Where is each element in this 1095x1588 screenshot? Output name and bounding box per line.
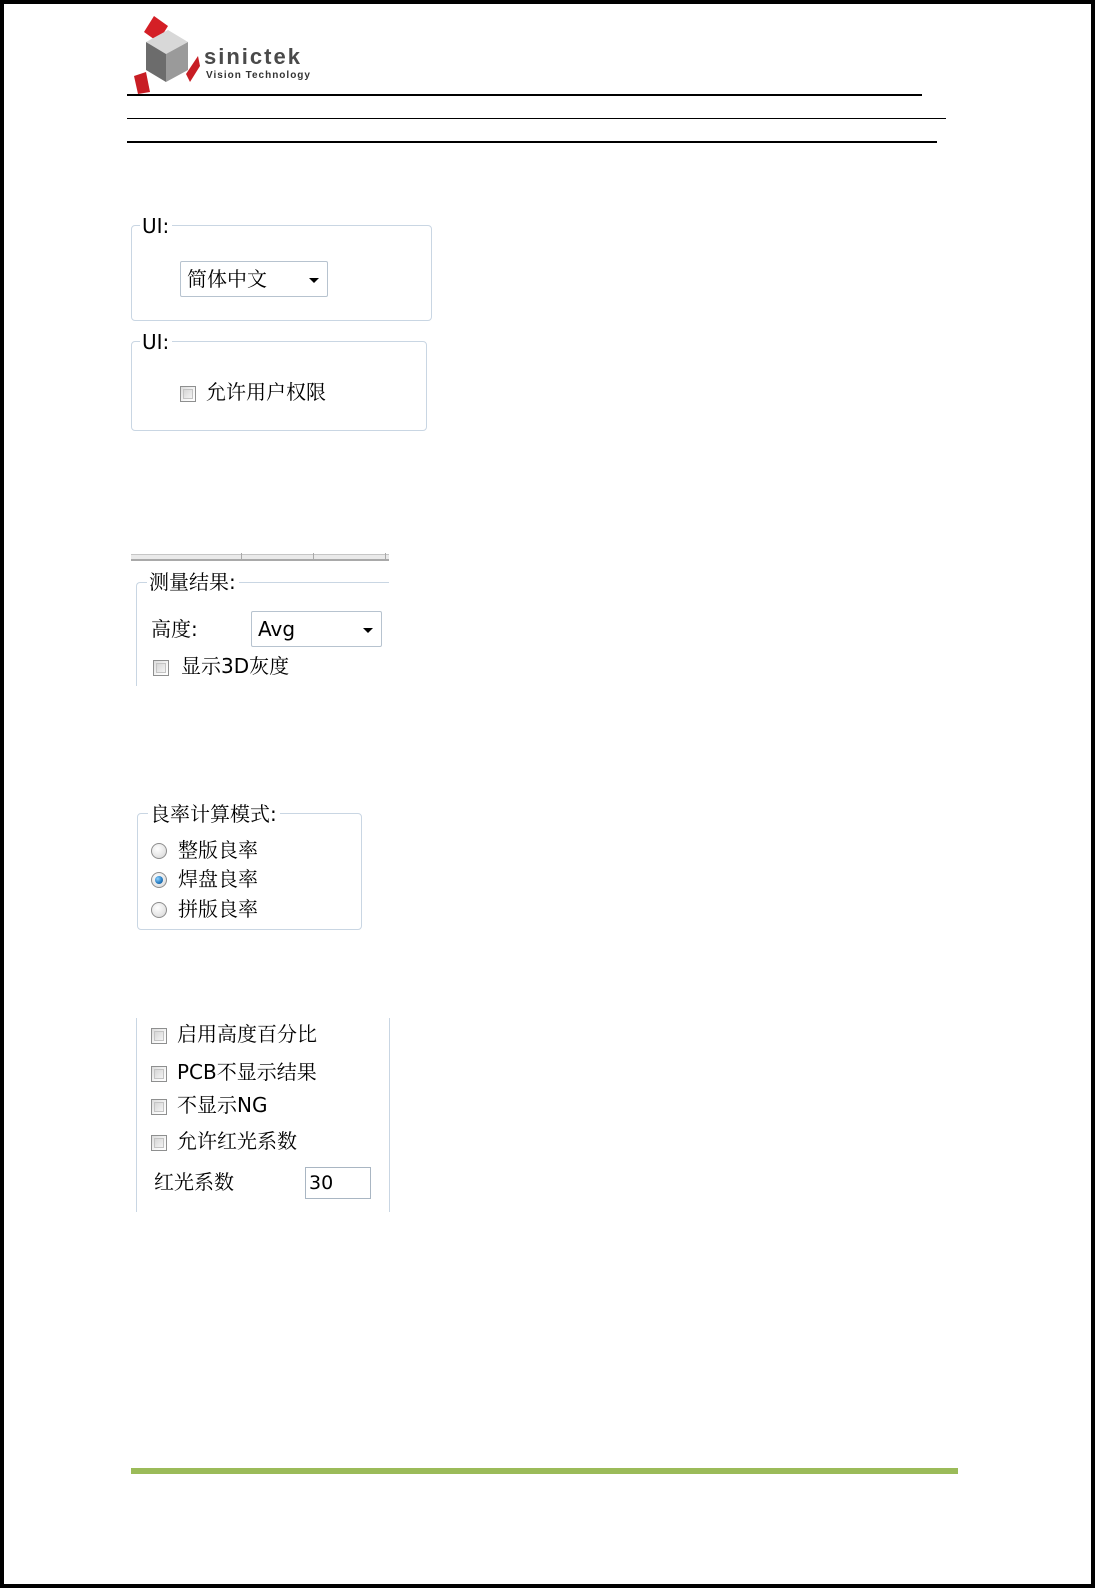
header-rule-3	[127, 141, 937, 143]
permission-group-legend: UI:	[140, 331, 172, 353]
permission-group	[131, 330, 427, 431]
enable-height-percent-label: 启用高度百分比	[177, 1022, 317, 1046]
pcb-hide-result-checkbox[interactable]	[151, 1066, 167, 1082]
language-select-value: 简体中文	[187, 267, 267, 291]
red-coef-label: 红光系数	[154, 1170, 234, 1194]
yield-radio-panel[interactable]	[151, 902, 167, 918]
pcb-hide-result-label: PCB不显示结果	[177, 1060, 317, 1084]
measure-panel-tabstrip	[131, 554, 389, 561]
measure-group	[136, 570, 389, 686]
enable-height-percent-checkbox[interactable]	[151, 1028, 167, 1044]
header-rule-1	[127, 94, 922, 96]
language-select[interactable]	[180, 261, 328, 297]
brand-name: sinictek	[204, 44, 302, 69]
show-3d-gray-label: 显示3D灰度	[181, 654, 290, 678]
footer-bar	[131, 1468, 958, 1474]
chevron-down-icon	[309, 278, 319, 283]
yield-radio-pad[interactable]	[151, 872, 167, 888]
measure-group-legend: 测量结果:	[147, 571, 239, 593]
yield-mode-group	[137, 802, 362, 930]
allow-red-coef-label: 允许红光系数	[177, 1129, 297, 1153]
header-rule-2	[127, 118, 946, 119]
height-select[interactable]	[251, 611, 382, 647]
hide-ng-label: 不显示NG	[177, 1093, 268, 1117]
height-label: 高度:	[151, 617, 198, 641]
hide-ng-checkbox[interactable]	[151, 1099, 167, 1115]
allow-red-coef-checkbox[interactable]	[151, 1135, 167, 1151]
language-group-legend: UI:	[140, 215, 172, 237]
height-select-value: Avg	[258, 617, 296, 641]
yield-option-panel: 拼版良率	[178, 897, 258, 921]
allow-user-permission-checkbox[interactable]	[180, 386, 196, 402]
yield-mode-legend: 良率计算模式:	[148, 803, 280, 825]
brand-tagline: Vision Technology	[206, 70, 311, 81]
options-panel	[136, 1018, 390, 1212]
language-group	[131, 214, 432, 321]
cube-logo-icon	[132, 14, 204, 96]
yield-option-full-board: 整版良率	[178, 838, 258, 862]
company-logo	[132, 14, 312, 96]
red-coef-input[interactable]	[305, 1167, 371, 1199]
yield-radio-full-board[interactable]	[151, 843, 167, 859]
yield-option-pad: 焊盘良率	[178, 867, 258, 891]
allow-user-permission-label: 允许用户权限	[206, 380, 326, 404]
red-coef-value: 30	[309, 1172, 334, 1194]
chevron-down-icon	[363, 628, 373, 633]
show-3d-gray-checkbox[interactable]	[153, 660, 169, 676]
